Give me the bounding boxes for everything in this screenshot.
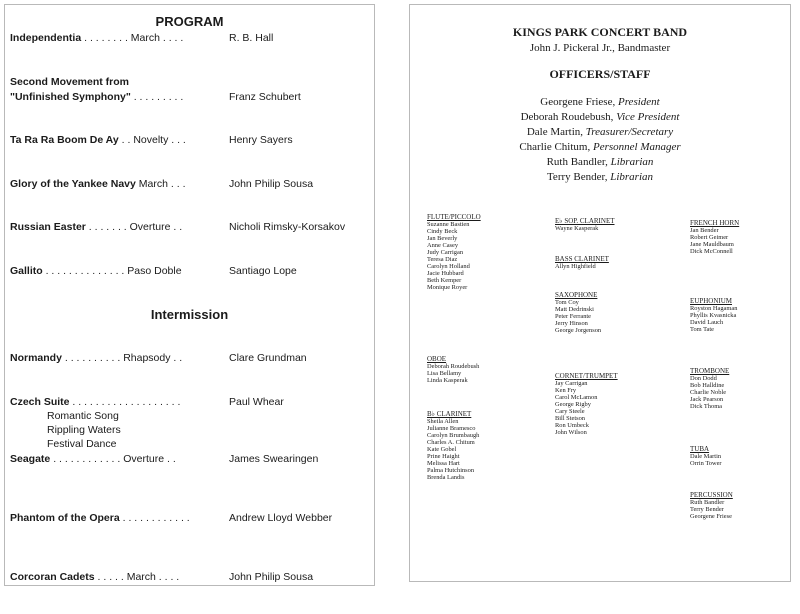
member-name: Bob Halldine [690, 382, 725, 389]
officer-line [410, 96, 790, 108]
program-item [10, 134, 186, 146]
officer-name: Deborah Roudebush, [520, 111, 617, 123]
dot-leader: . . . . [155, 571, 180, 583]
piece-type: Paso Doble [127, 265, 182, 277]
officer-role: President [617, 96, 660, 108]
piece-title-line-1: Second Movement from [10, 76, 130, 88]
section-title: FLUTE/PICCOLO [427, 213, 481, 221]
member-name: Cary Steele [555, 408, 585, 415]
band-panel [409, 4, 791, 582]
member-name: Peter Ferrante [555, 313, 592, 320]
piece-title: Seagate [10, 453, 51, 465]
member-name: Kate Gobel [427, 446, 457, 453]
piece-composer: Paul Whear [229, 396, 284, 408]
member-name: Monique Royer [427, 284, 468, 291]
piece-composer: Franz Schubert [229, 91, 301, 103]
piece-composer: James Swearingen [229, 453, 319, 465]
piece-title: Russian Easter [10, 221, 86, 233]
member-name: Dick Thoma [690, 403, 723, 410]
piece-type: March [130, 32, 160, 44]
staff-heading: OFFICERS/STAFF [549, 67, 651, 81]
member-name: Dale Martin [690, 453, 722, 460]
piece-title-line-2: "Unfinished Symphony" [10, 91, 131, 103]
bandmaster: John J. Pickeral Jr., Bandmaster [529, 42, 671, 54]
program-item [10, 221, 182, 233]
member-name: Royston Hagaman [690, 305, 738, 312]
suite-movement: Romantic Song [47, 410, 119, 422]
member-name: Jane Mauldbaum [690, 241, 734, 248]
officer-role: Vice President [616, 111, 680, 123]
member-name: Phyllis Kvasnicka [690, 312, 737, 319]
piece-type: Novelty [133, 134, 169, 146]
member-name: Linda Kasperak [427, 377, 468, 384]
member-name: Jan Beverly [427, 235, 458, 242]
piece-composer: Clare Grundman [229, 352, 307, 364]
member-name: Wayne Kasperak [555, 225, 599, 232]
officer-role: Librarian [610, 171, 654, 183]
dot-leader: . . . . . . . . . . . . . . [42, 265, 128, 277]
section-euphonium [690, 297, 737, 333]
officer-name: Dale Martin, [526, 126, 586, 138]
member-name: Ron Umbeck [555, 422, 589, 429]
piece-title: Czech Suite [10, 396, 70, 408]
program-item [10, 571, 179, 583]
member-name: Brenda Landis [427, 474, 465, 481]
member-name: George Jorgenson [555, 327, 602, 334]
program-item [10, 396, 180, 408]
dot-leader: . . . [167, 178, 186, 190]
piece-composer: Andrew Lloyd Webber [229, 512, 333, 524]
member-name: Jerry Hinson [555, 320, 588, 327]
member-name: Judy Carrigan [427, 249, 464, 256]
dot-leader: . . . . [159, 32, 184, 44]
dot-leader: . . . [168, 134, 186, 146]
section-title: CORNET/TRUMPET [555, 372, 618, 380]
section-oboe [427, 355, 479, 384]
member-name: Sheila Allen [427, 418, 459, 425]
program-item [10, 178, 186, 190]
section-saxophone [555, 291, 601, 334]
program-item [10, 453, 176, 465]
piece-title: Normandy [10, 352, 62, 364]
member-name: Ken Fry [555, 387, 577, 394]
member-name: Georgene Friese [690, 513, 732, 520]
member-name: Jacie Hubbard [427, 270, 464, 277]
member-name: Allyn Highfield [555, 263, 596, 270]
member-name: Prine Haight [427, 453, 460, 460]
officer-line [410, 111, 790, 123]
member-name: Robert Geimer [690, 234, 729, 241]
piece-title: Independentia [10, 32, 82, 44]
program-item [10, 265, 182, 277]
piece-title: Ta Ra Ra Boom De Ay [10, 134, 119, 146]
dot-leader: . . . . . . . . . . . . [50, 453, 124, 465]
member-name: Tom Tate [690, 326, 715, 333]
section-title: SAXOPHONE [555, 291, 598, 299]
section-trombone [690, 367, 729, 410]
member-name: Carolyn Holland [427, 263, 470, 270]
dot-leader: . . [118, 134, 134, 146]
member-name: Suzanne Bastien [427, 221, 470, 228]
section-title: OBOE [427, 355, 447, 363]
piece-type: Overture [123, 453, 165, 465]
member-name: John Wilson [555, 429, 587, 436]
piece-type: Overture [129, 221, 171, 233]
member-name: Melissa Hart [427, 460, 460, 467]
member-name: Orrin Tower [690, 460, 722, 467]
officer-role: Librarian [610, 156, 654, 168]
member-name: Jan Bender [690, 227, 719, 234]
section-bass-clarinet [555, 255, 609, 270]
section-title: EUPHONIUM [690, 297, 732, 305]
member-name: Jack Pearson [690, 396, 724, 403]
suite-movement: Festival Dance [47, 438, 117, 450]
member-name: Anne Casey [427, 242, 459, 249]
officer-role: Treasurer/Secretary [585, 126, 674, 138]
member-name: Ruth Bandler [690, 499, 725, 506]
program-item [10, 32, 183, 44]
officer-name: Ruth Bandler, [546, 156, 611, 168]
member-name: Teresa Diaz [427, 256, 458, 263]
member-name: Jay Carrigan [555, 380, 588, 387]
officer-role: Personnel Manager [592, 141, 681, 153]
officer-name: Terry Bender, [546, 171, 611, 183]
member-name: Bill Stetson [555, 415, 586, 422]
dot-leader: . . . . . . . . [81, 32, 131, 44]
piece-composer: Nicholi Rimsky-Korsakov [229, 221, 346, 233]
piece-title: Gallito [10, 265, 43, 277]
program-item [10, 352, 182, 364]
section-title: E♭ SOP. CLARINET [555, 217, 615, 225]
piece-title: Glory of the Yankee Navy [10, 178, 136, 190]
section-title: BASS CLARINET [555, 255, 609, 263]
piece-type: March [138, 178, 168, 190]
officer-name: Charlie Chitum, [519, 141, 593, 153]
dot-leader: . . . . . [94, 571, 127, 583]
member-name: Dick McConnell [690, 248, 733, 255]
suite-movement: Rippling Waters [47, 424, 121, 436]
member-name: Lisa Bellamy [427, 370, 462, 377]
member-name: Julianne Bramesco [427, 425, 476, 432]
member-name: David Lauch [690, 319, 724, 326]
band-name: KINGS PARK CONCERT BAND [512, 25, 688, 39]
member-name: Charles A. Chitum [427, 439, 475, 446]
section-cornet [555, 372, 618, 436]
dot-leader: . . . . . . . [85, 221, 130, 233]
piece-composer: John Philip Sousa [229, 571, 314, 583]
dot-leader: . . [164, 453, 176, 465]
section-title: TUBA [690, 445, 710, 453]
piece-composer: R. B. Hall [229, 32, 274, 44]
intermission-heading: Intermission [150, 307, 229, 322]
officer-line [410, 171, 790, 183]
program-panel [4, 4, 375, 586]
member-name: Deborah Roudebush [427, 363, 480, 370]
section-tuba [690, 445, 722, 467]
dot-leader: . . . . . . . . . . [61, 352, 124, 364]
program-title: PROGRAM [155, 14, 224, 29]
member-name: Carol McLamon [555, 394, 598, 401]
section-percussion [690, 491, 733, 520]
piece-title: Phantom of the Opera [10, 512, 120, 524]
piece-title: Corcoran Cadets [10, 571, 95, 583]
member-name: Carolyn Brumbaugh [427, 432, 480, 439]
member-name: Don Dodd [690, 375, 717, 382]
section-title: B♭ CLARINET [427, 410, 472, 418]
member-name: George Rigby [555, 401, 591, 408]
piece-composer: John Philip Sousa [229, 178, 314, 190]
program-item [10, 91, 183, 103]
dot-leader: . . . . . . . . . . . . . . . . . . . [69, 396, 181, 408]
section-title: TROMBONE [690, 367, 730, 375]
piece-type: Rhapsody [123, 352, 171, 364]
dot-leader: . . [170, 221, 183, 233]
officer-name: Georgene Friese, [540, 96, 618, 108]
member-name: Matt Dedrinski [555, 306, 594, 313]
dot-leader: . . [170, 352, 183, 364]
section-eflat-clarinet [555, 217, 615, 232]
section-title: PERCUSSION [690, 491, 733, 499]
dot-leader: . . . . . . . . . . . . [119, 512, 190, 524]
section-bflat-clarinet [427, 410, 479, 481]
section-title: FRENCH HORN [690, 219, 740, 227]
section-flute [427, 213, 481, 291]
officer-line [410, 126, 790, 138]
member-name: Beth Kemper [427, 277, 462, 284]
member-name: Palma Hutchinson [427, 467, 475, 474]
dot-leader: . . . . . . . . . [130, 91, 184, 103]
piece-composer: Henry Sayers [229, 134, 293, 146]
member-name: Charlie Noble [690, 389, 727, 396]
member-name: Terry Bender [690, 506, 724, 513]
piece-composer: Santiago Lope [229, 265, 297, 277]
officer-line [410, 141, 790, 153]
program-item [10, 512, 190, 524]
member-name: Cindy Beck [427, 228, 458, 235]
member-name: Tom Coy [555, 299, 579, 306]
section-french-horn [690, 219, 739, 255]
piece-type: March [126, 571, 156, 583]
officer-line [410, 156, 790, 168]
